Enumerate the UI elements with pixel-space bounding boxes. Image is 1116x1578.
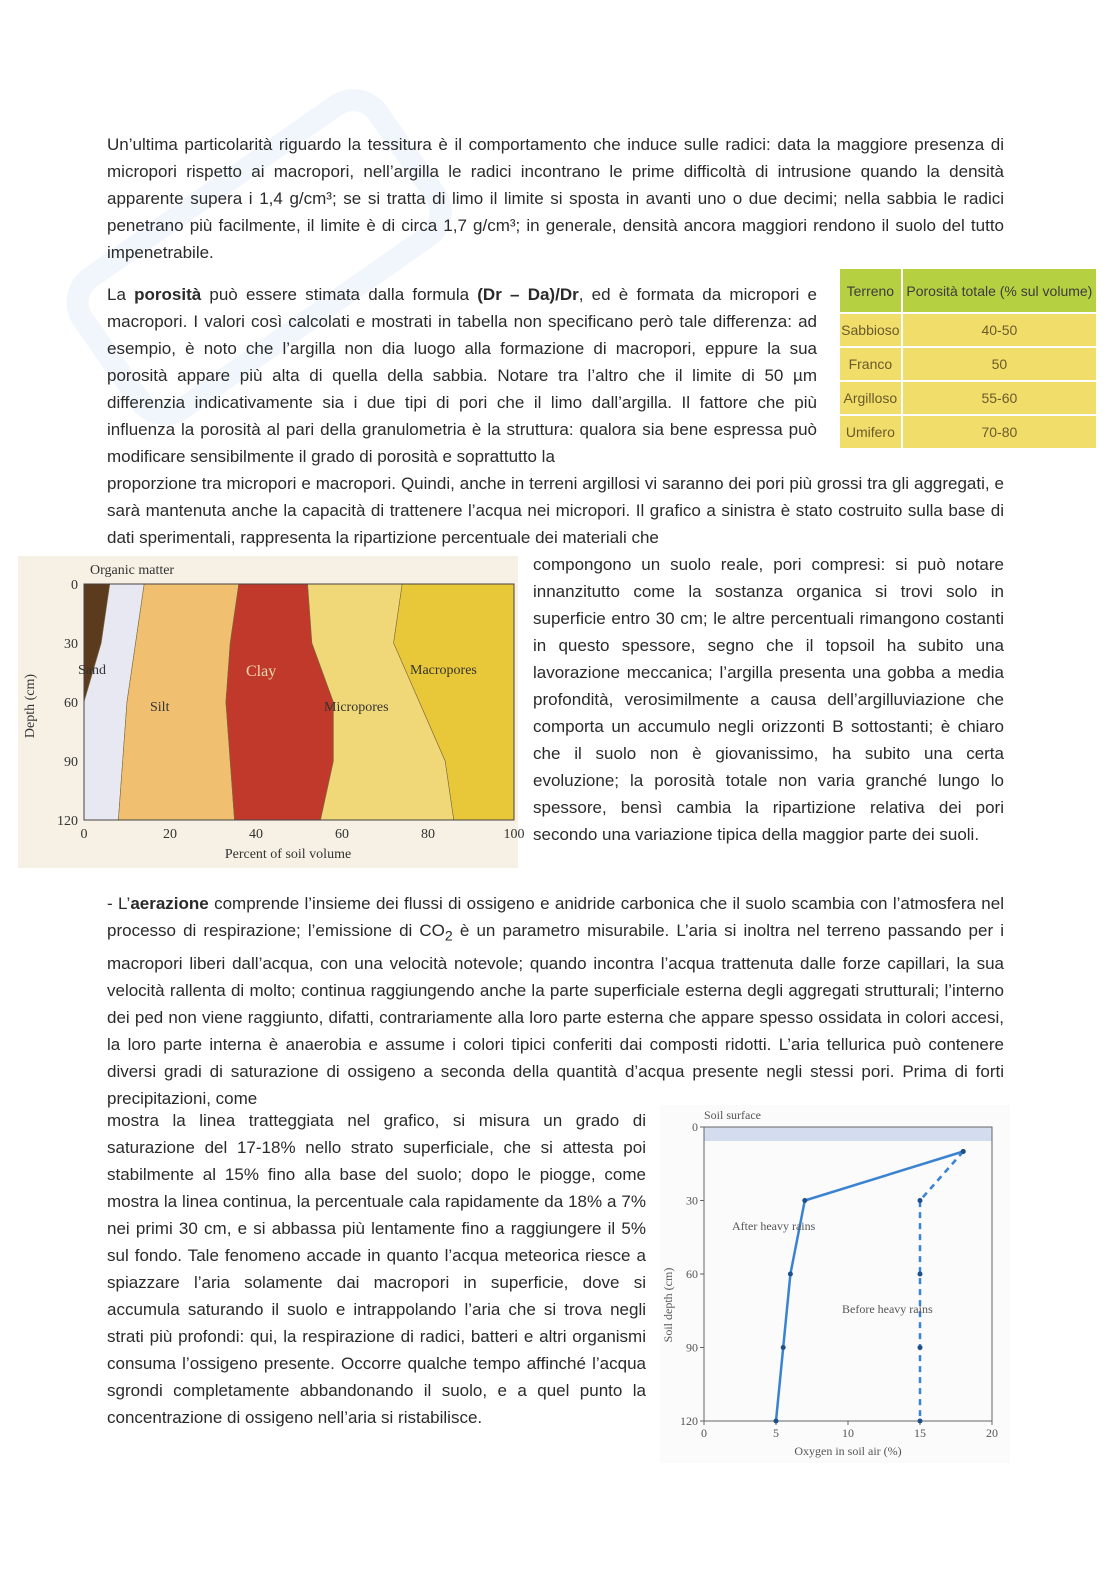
table-row [839,347,1097,381]
table-cell: Argilloso [839,381,902,415]
porosity-lead: La [107,285,135,304]
chart2-y-tick: 0 [692,1120,698,1134]
chart2-x-tick: 20 [986,1426,998,1440]
aeration-lead: - L’ [107,894,131,913]
table-row [839,381,1097,415]
chart2-x-tick: 0 [701,1426,707,1440]
label-silt: Silt [150,700,170,715]
chart2-y-tick: 90 [686,1340,698,1355]
annotation-after-rains: After heavy rains [732,1219,816,1233]
table-header-row [839,268,1097,313]
chart1-y-tick: 0 [71,578,78,593]
annotation-before-rains: Before heavy rains [842,1302,933,1316]
data-point [781,1345,786,1350]
data-point [788,1272,793,1277]
chart1-y-tick: 60 [64,696,78,711]
table-cell: Sabbioso [839,313,902,347]
data-point [802,1198,807,1203]
data-point [774,1419,779,1424]
chart1-ylabel: Depth (cm) [23,673,38,739]
chart1-x-tick: 60 [335,827,349,842]
paragraph-aeration [107,890,1004,1112]
soil-surface-band [704,1127,992,1141]
label-sand: Sand [78,663,106,678]
chart1-x-tick: 20 [163,827,177,842]
data-point [918,1272,923,1277]
paragraph-porosity-chart-text [533,551,1004,848]
chart1-x-tick: 80 [421,827,435,842]
table-row [839,313,1097,347]
table-cell: Umifero [839,415,902,449]
label-organic-matter: Organic matter [90,563,175,578]
data-point [961,1149,966,1154]
paragraph-porosity-continued [107,470,1004,551]
chart2-y-tick: 30 [686,1193,698,1208]
chart2-x-tick: 15 [914,1426,926,1440]
chart2-background [660,1105,1010,1463]
chart2-y-tick: 60 [686,1267,698,1281]
aeration-sub: 2 [444,928,453,945]
table-cell: 55-60 [902,381,1097,415]
data-point [918,1198,923,1203]
chart1-y-tick: 120 [57,814,78,829]
oxygen-depth-chart [660,1105,1010,1463]
chart2-xlabel: Oxygen in soil air (%) [794,1444,902,1458]
chart2-x-tick: 5 [773,1426,779,1440]
paragraph-roots [107,131,1004,266]
aeration-body2: è un parametro misurabile. L’aria si inoltra nel terreno passando per i macropori liberi dall’acqua, con una velocità notevole; quando incontra l’acqua trattenuta dalle forze capillari, la sua velocità rallenta di molto; continua raggiungendo anche la parte superficiale esterna degli aggregati strutturali; l’interno dei ped non viene raggiunto, difatti, contrariamente alla loro parte esterna che appare spesso ossidata in colori accesi, la loro parte interna è anaerobia e assume i colori tipici conferiti dai composti ridotti. L’aria tellurica può contenere diversi gradi di saturazione di ossigeno a seconda della quantità d’acqua presente negli stessi pori. Prima di forti precipitazioni, come [107,921,1004,1109]
chart2-y-tick: 120 [680,1414,698,1428]
table-cell: 40-50 [902,313,1097,347]
paragraph-roots-text: Un’ultima particolarità riguardo la tessitura è il comportamento che induce sulle radici: data la maggiore presenza di micropori rispetto ai macropori, nell’argilla le radici incontrano le prime difficoltà di intrusione quando la densità apparente supera i 1,4 g/cm³; se si tratta di limo il limite si sposta in avanti uno o due decimi; nella sabbia le radici penetrano più facilmente, il limite è di circa 1,7 g/cm³; in generale, densità ancora maggiori rendono il suolo del tutto impenetrabile. [107,135,1004,262]
aeration-body3: mostra la linea tratteggiata nel grafico, si misura un grado di saturazione del 17-18% nello strato superficiale, che si attesta poi stabilmente al 15% fino alla base del suolo; dopo le piogge, come mostra la linea continua, la percentuale cala rapidamente da 18% a 7% nei primi 30 cm, e si abbassa più lentamente fino a raggiungere il 5% sul fondo. Tale fenomeno accade in quanto l’acqua meteorica riesce a spiazzare l’aria solamente dai macropori in superficie, dove si accumula saturando il suolo e intrappolando l’aria che si trova negli strati più profondi: qui, la respirazione di radici, batteri e altri organismi consuma l’ossigeno presente. Occorre qualche tempo affinché l’acqua sgrondi completamente abbandonando il suolo, e a quel punto la concentrazione di ossigeno nell’aria si ristabilisce. [107,1111,646,1427]
data-point [918,1345,923,1350]
chart1-x-tick: 100 [503,827,525,842]
data-point [918,1419,923,1424]
label-macropores: Macropores [410,663,477,678]
chart1-y-tick: 30 [64,637,78,652]
porosity-formula: (Dr – Da)/Dr [477,285,579,304]
chart1-x-tick: 40 [249,827,263,842]
chart2-title: Soil surface [704,1108,761,1122]
chart2-ylabel: Soil depth (cm) [661,1267,675,1343]
porosity-table [838,267,1098,450]
table-cell: 50 [902,347,1097,381]
porosity-mid: può essere stimata dalla formula [201,285,478,304]
label-clay: Clay [246,663,277,680]
table-header-soil: Terreno [839,268,902,313]
label-micropores: Micropores [324,700,389,715]
chart1-x-tick: 0 [80,827,88,842]
chart1-y-tick: 90 [64,755,78,770]
aeration-body1: comprende l’insieme dei flussi di ossigeno e anidride carbonica che il suolo scambia con l’atmosfera nel processo di respirazione; l’emissione di CO [107,894,1004,940]
table-header-porosity: Porosità totale (% sul volume) [902,268,1097,313]
porosity-term: porosità [134,285,202,304]
chart2-x-tick: 10 [842,1426,854,1440]
table-row [839,415,1097,449]
porosity-rest3: compongono un suolo reale, pori compresi: si può notare innanzitutto come la sostanza organica si trovi solo in superficie entro 30 cm; le altre percentuali rimangono costanti in questo spessore, segno che il topsoil ha subito una lavorazione meccanica; l’argilla presenta una gobba a media profondità, verosimilmente a causa dell’argilluviazione che comporta un accumulo negli orizzonti B sottostanti; è chiaro che il suolo non è giovanissimo, ha subito una certa evoluzione; la porosità totale non varia granché lungo lo spessore, bensì cambia la ripartizione relativa dei pori secondo una variazione tipica della maggior parte dei suoli. [533,555,1004,844]
paragraph-aeration-continued [107,1107,646,1431]
soil-composition-chart [18,556,525,868]
table-cell: 70-80 [902,415,1097,449]
porosity-rest1: , ed è formata da micropori e macropori. I valori così calcolati e mostrati in tabella non specificano però tale differenza: ad esempio, è noto che l’argilla non dia luogo alla formazione di macropori, eppure la sua porosità appare più alta di quella della sabbia. Notare tra l’altro che il limite di 50 µm differenzia indicativamente sia i due tipi di pori che il limo dall’argilla. Il fattore che più influenza la porosità al pari della granulometria è la struttura: qualora sia bene espressa può modificare sensibilmente il grado di porosità e soprattutto la [107,285,817,466]
table-cell: Franco [839,347,902,381]
porosity-rest2: proporzione tra micropori e macropori. Quindi, anche in terreni argillosi vi saranno dei pori più grossi tra gli aggregati, e sarà mantenuta anche la capacità di trattenere l’acqua nei micropori. Il grafico a sinistra è stato costruito sulla base di dati sperimentali, rappresenta la ripartizione percentuale dei materiali che [107,474,1004,547]
aeration-term: aerazione [130,894,209,913]
paragraph-porosity [107,281,817,470]
chart1-xlabel: Percent of soil volume [224,847,352,862]
